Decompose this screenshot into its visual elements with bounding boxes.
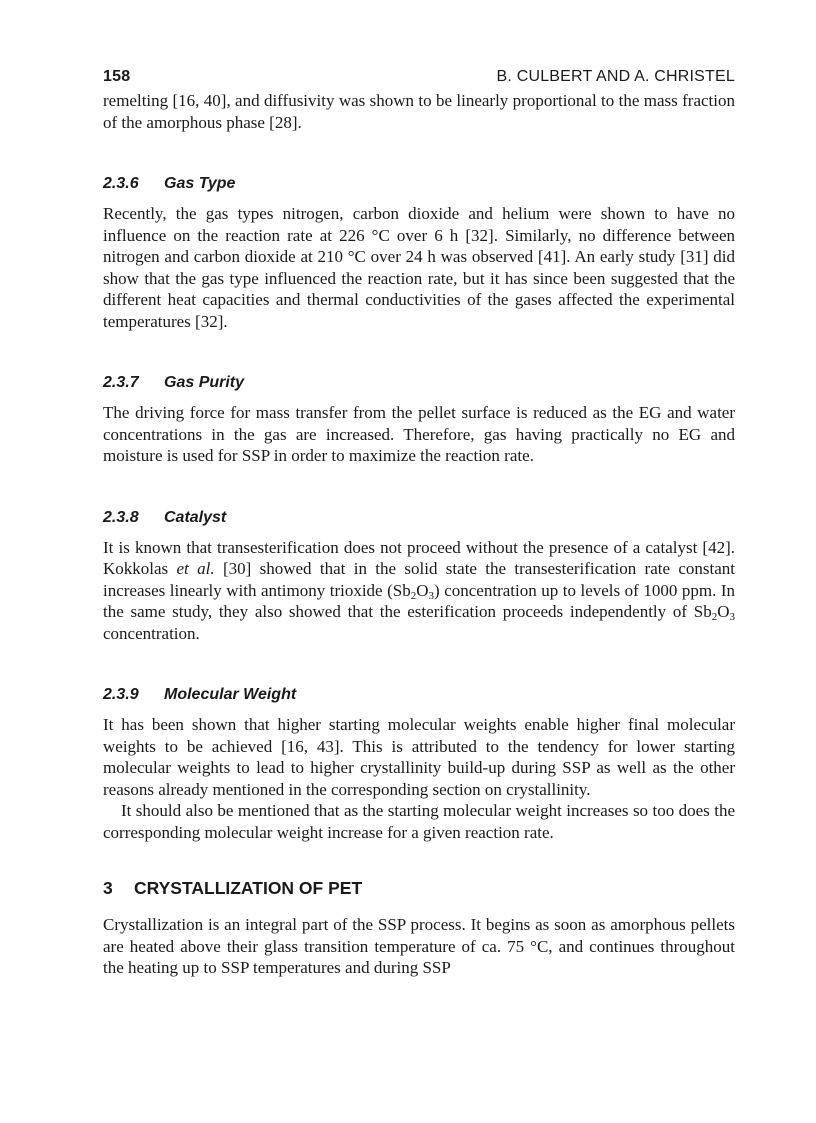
heading-gas-type (103, 173, 735, 195)
section-number: 2.3.6 (103, 175, 139, 192)
molecular-weight-paragraph-2: It should also be mentioned that as the starting molecular weight increases so too does the corresponding molecular weight increase for a given reaction rate. (103, 801, 735, 842)
running-head (103, 68, 735, 90)
text-run-italic: et al. (176, 559, 215, 578)
text-run: [30] showed that in the solid state the transesterification rate constant increases linearly with antimony trioxide ( (103, 559, 735, 600)
heading-gas-purity (103, 372, 735, 394)
crystallization-paragraph: Crystallization is an integral part of the SSP process. It begins as soon as amorphous pellets are heated above their glass transition temperature of ca. 75 °C, and continues throughout the heating up to SSP temperatures and during SSP (103, 915, 735, 977)
section-title: Molecular Weight (164, 686, 297, 703)
chemical-formula: $Sb_2O_3$ (392, 580, 435, 602)
section-title: CRYSTALLIZATION OF PET (134, 878, 363, 898)
section-number: 2.3.7 (103, 374, 139, 391)
section-number: 2.3.8 (103, 508, 139, 526)
section-number: 3 (103, 878, 113, 898)
catalyst-paragraph (103, 537, 735, 645)
intro-paragraph: remelting [16, 40], and diffusivity was shown to be linearly proportional to the mass fraction of the amorphous phase [28]. (103, 91, 735, 132)
chemical-formula: $Sb_2O_3$ (693, 602, 735, 623)
author-names: B. CULBERT AND A. CHRISTEL (496, 68, 735, 85)
page-number: 158 (103, 68, 131, 85)
heading-molecular-weight (103, 684, 735, 706)
page (103, 68, 735, 979)
section-title: Gas Type (164, 175, 236, 192)
section-title: Gas Purity (164, 374, 245, 391)
molecular-weight-paragraph-1: It has been shown that higher starting molecular weights enable higher final molecular weights to be achieved [16, 43]. This is attributed to the tendency for lower starting molecular weights to lead to higher crystallinity build-up during SSP as well as the other reasons already mentioned in the corresponding section on crystallinity. (103, 715, 735, 799)
text-run: ) concentration up to levels of 1000 ppm. In the same study, they also showed that the esterification proceeds independently of (103, 580, 735, 621)
gas-type-paragraph: Recently, the gas types nitrogen, carbon dioxide and helium were shown to have no influence on the reaction rate at 226 °C over 6 h [32]. Similarly, no difference between nitrogen and carbon dioxide at 210 °C over 24 h was observed [41]. An early study [31] did show that the gas type influenced the reaction rate, but it has since been suggested that the different heat capacities and thermal conductivities of the gases affected the experimental temperatures [32]. (103, 204, 735, 331)
section-number: 2.3.9 (103, 686, 139, 703)
gas-purity-paragraph: The driving force for mass transfer from the pellet surface is reduced as the EG and water concentrations in the gas are increased. Therefore, gas having practically no EG and moisture is used for SSP in order to maximize the reaction rate. (103, 403, 735, 465)
text-run: It is known that transesterification does not proceed without the presence of a catalyst [42]. Kokkolas (103, 537, 735, 578)
text-run: concentration. (103, 623, 200, 643)
heading-catalyst (103, 507, 735, 529)
heading-crystallization (103, 876, 735, 900)
section-title: Catalyst (164, 508, 227, 526)
